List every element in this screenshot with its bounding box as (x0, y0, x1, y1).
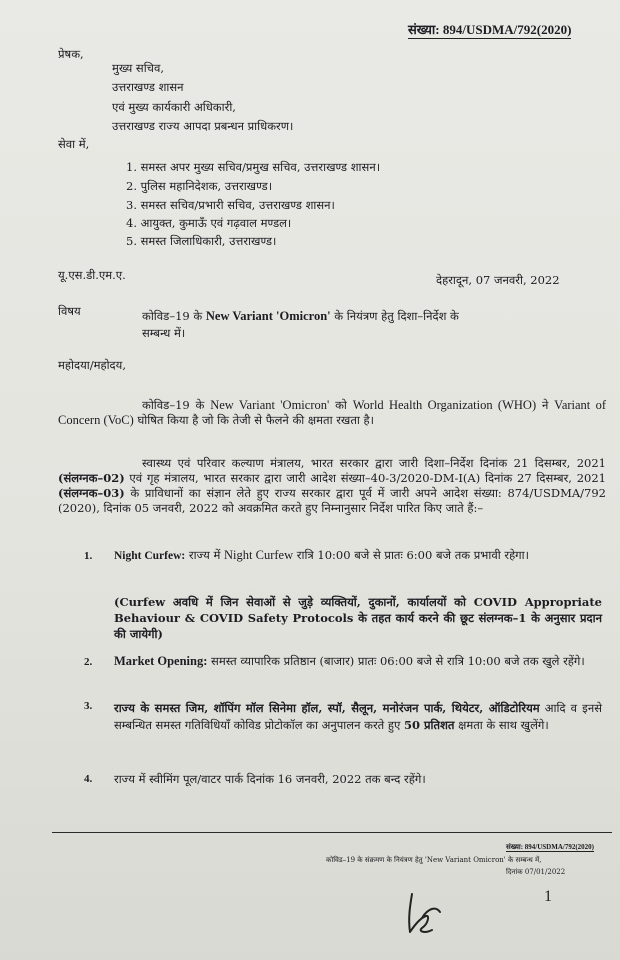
subject-line-1: कोविड–19 के New Variant 'Omicron' के नियंत्रण हेतु दिशा–निर्देश के (142, 309, 459, 323)
overleaf-date: दिनांक 07/01/2022 (506, 868, 566, 876)
paragraph-2: स्वास्थ्य एवं परिवार कल्याण मंत्रालय, भारत सरकार द्वारा जारी दिशा–निर्देश दिनांक 21 दिसम्बर, 2021 (संलग्नक–02) एवं गृह मंत्रालय, भारत सरकार द्वारा जारी आदेश संख्या–40-3/2020-DM-I(A) दिनांक 27 दिसम्बर, 2021 (संलग्नक–03) के प्राविधानों का संज्ञान लेते हुए राज्य सरकार द्वारा पूर्व में जारी अपने आदेश संख्या: 874/USDMA/792 (2020), दिनांक 05 जनवरी, 2022 को अवक्रमित करते हुए निम्नानुसार निर्देश पारित किए जाते हैं:– (58, 456, 606, 515)
item-3-text: राज्य के समस्त जिम, शॉपिंग मॉल सिनेमा हॉल, स्पॉ, सैलून, मनोरंजन पार्क, थियेटर, ऑडिटोरियम आदि व इनसे सम्बन्धित समस्त गतिविधियाँ कोविड प्रोटोकॉल का अनुपालन करते हुए 50 प्रतिशत क्षमता के साथ खुलेंगे। (114, 701, 602, 732)
paragraph-1: कोविड–19 के New Variant 'Omicron' को World Health Organization (WHO) ने Variant of Concern (VoC) घोषित किया है जो कि तेजी से फैलने की क्षमता रखता है। (58, 398, 606, 427)
item-1-note: (Curfew अवधि में जिन सेवाओं से जुड़े व्यक्तियों, दुकानों, कार्यालयों को COVID Appropriate Behaviour & COVID Safety Protocols के तहत कार्य करने की छूट संलग्नक–1 के अनुसार प्रदान की जायेगी) (114, 595, 602, 641)
subject-line-2: सम्बन्ध में। (142, 326, 186, 340)
sender-label: प्रेषक, (58, 47, 84, 61)
place-date: देहरादून, 07 जनवरी, 2022 (436, 273, 560, 287)
recipient-5: 5. समस्त जिलाधिकारी, उत्तराखण्ड। (126, 234, 277, 248)
signature-mark (398, 888, 450, 944)
item-1-number: 1. (84, 550, 93, 562)
sender-line-3: एवं मुख्य कार्यकारी अधिकारी, (112, 100, 236, 114)
sender-line-1: मुख्य सचिव, (112, 61, 165, 75)
recipient-4: 4. आयुक्त, कुमाऊँ एवं गढ़वाल मण्डल। (126, 216, 292, 230)
item-2-number: 2. (84, 656, 93, 668)
item-4-text: राज्य में स्वीमिंग पूल/वाटर पार्क दिनांक 16 जनवरी, 2022 तक बन्द रहेंगे। (114, 772, 426, 786)
item-2-text: Market Opening: समस्त व्यापारिक प्रतिष्ठान (बाजार) प्रातः 06:00 बजे से रात्रि 10:00 बजे तक खुले रहेंगे। (114, 654, 585, 668)
footer-rule (52, 832, 612, 833)
item-1-text: Night Curfew: राज्य में Night Curfew रात्रि 10:00 बजे से प्रातः 6:00 बजे तक प्रभावी रहेगा। (114, 548, 529, 562)
recipient-label: सेवा में, (58, 137, 90, 151)
recipient-3: 3. समस्त सचिव/प्रभारी सचिव, उत्तराखण्ड शासन। (126, 198, 335, 212)
item-4-number: 4. (84, 773, 93, 785)
reference-number: संख्या: 894/USDMA/792(2020) (408, 22, 572, 37)
subject-label: विषय (58, 304, 81, 318)
office-code: यू.एस.डी.एम.ए. (58, 268, 126, 282)
salutation: महोदया/महोदय, (58, 358, 126, 372)
sender-line-4: उत्तराखण्ड राज्य आपदा प्रबन्धन प्राधिकरण। (112, 119, 294, 133)
page-number: 1 (544, 888, 552, 905)
item-3-number: 3. (84, 700, 93, 712)
overleaf-reference: संख्या: 894/USDMA/792(2020) (506, 843, 594, 851)
recipient-2: 2. पुलिस महानिदेशक, उत्तराखण्ड। (126, 179, 273, 193)
sender-line-2: उत्तराखण्ड शासन (112, 80, 184, 94)
recipient-1: 1. समस्त अपर मुख्य सचिव/प्रमुख सचिव, उत्तराखण्ड शासन। (126, 160, 381, 174)
overleaf-subject: कोविड–19 के संक्रमण के नियंत्रण हेतु 'New Variant Omicron' के सम्बन्ध में, (326, 856, 542, 864)
